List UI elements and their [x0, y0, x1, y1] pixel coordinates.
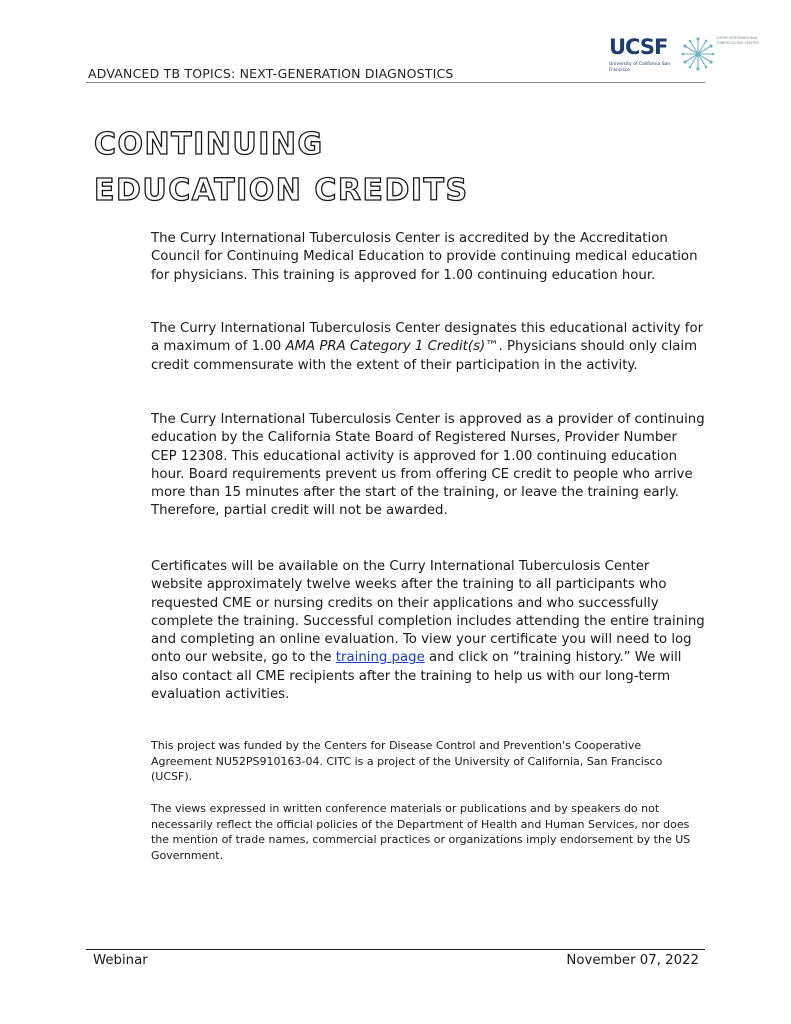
funding-note: This project was funded by the Centers for Disease Control and Prevention's Cooperative Agreement NU52PS910163-04. CITC is a project of the University of California, San Francisco (UCSF). — [151, 739, 663, 784]
page-title-line-1: CONTINUING — [94, 127, 324, 162]
credit-designation-paragraph — [151, 320, 705, 375]
header-title: ADVANCED TB TOPICS: NEXT-GENERATION DIAGNOSTICS — [88, 66, 454, 81]
accreditation-paragraph: The Curry International Tuberculosis Center is accredited by the Accreditation Council for Continuing Medical Education to provide continuing medical education for physicians. This training is approved for 1.00 continuing education hour. — [151, 231, 698, 283]
ama-credit-name: AMA PRA Category 1 Credit(s) — [285, 339, 486, 355]
credit-designation-text-end: ™. Physicians should only claim credit commensurate with the extent of their participation in the activity. — [151, 339, 698, 373]
citc-starburst-icon — [680, 36, 716, 72]
header-divider — [86, 82, 705, 83]
credit-designation-text: The Curry International Tuberculosis Center designates this educational activity for a maximum of 1.00 — [151, 321, 704, 355]
footer-divider — [86, 949, 705, 950]
disclaimer-note: The views expressed in written conference materials or publications and by speakers do not necessarily reflect the official policies of the Department of Health and Human Services, nor does the mention of trade names, commercial practices or organizations imply endorsement by the US Government. — [151, 802, 691, 862]
footer-event-type: Webinar — [93, 953, 148, 968]
page-title — [94, 122, 469, 214]
certificates-text-end: and click on “training history.” We will also contact all CME recipients after the training to help us with our long-term evaluation activities. — [151, 650, 682, 703]
nursing-credit-paragraph: The Curry International Tuberculosis Center is approved as a provider of continuing education by the California State Board of Registered Nurses, Provider Number CEP 12308. This educational activity is approved for 1.00 continuing education hour. Board requirements prevent us from offering CE credit to people who arrive more than 15 minutes after the start of the training, or leave the training early. Therefore, partial credit will not be awarded. — [151, 412, 705, 519]
citc-logo-tagline: CURRY INTERNATIONAL TUBERCULOSIS CENTER — [716, 36, 759, 45]
certificates-paragraph — [151, 558, 705, 704]
footer-date: November 07, 2022 — [566, 953, 699, 968]
ucsf-logo-mark: UCSF — [609, 35, 668, 59]
certificates-text: Certificates will be available on the Curry International Tuberculosis Center website approximately twelve weeks after the training to all participants who requested CME or nursing credits on their applications and who successfully complete the training. Successful completion includes attending the entire training and completing an online evaluation. To view your certificate you will need to log onto our website, go to the — [151, 559, 705, 666]
page-title-line-2: EDUCATION CREDITS — [94, 173, 469, 208]
training-page-link[interactable]: training page — [335, 650, 425, 666]
citc-logo — [680, 34, 760, 74]
ucsf-logo-tagline: University of California San Francisco — [609, 62, 671, 73]
ucsf-logo — [609, 36, 671, 82]
